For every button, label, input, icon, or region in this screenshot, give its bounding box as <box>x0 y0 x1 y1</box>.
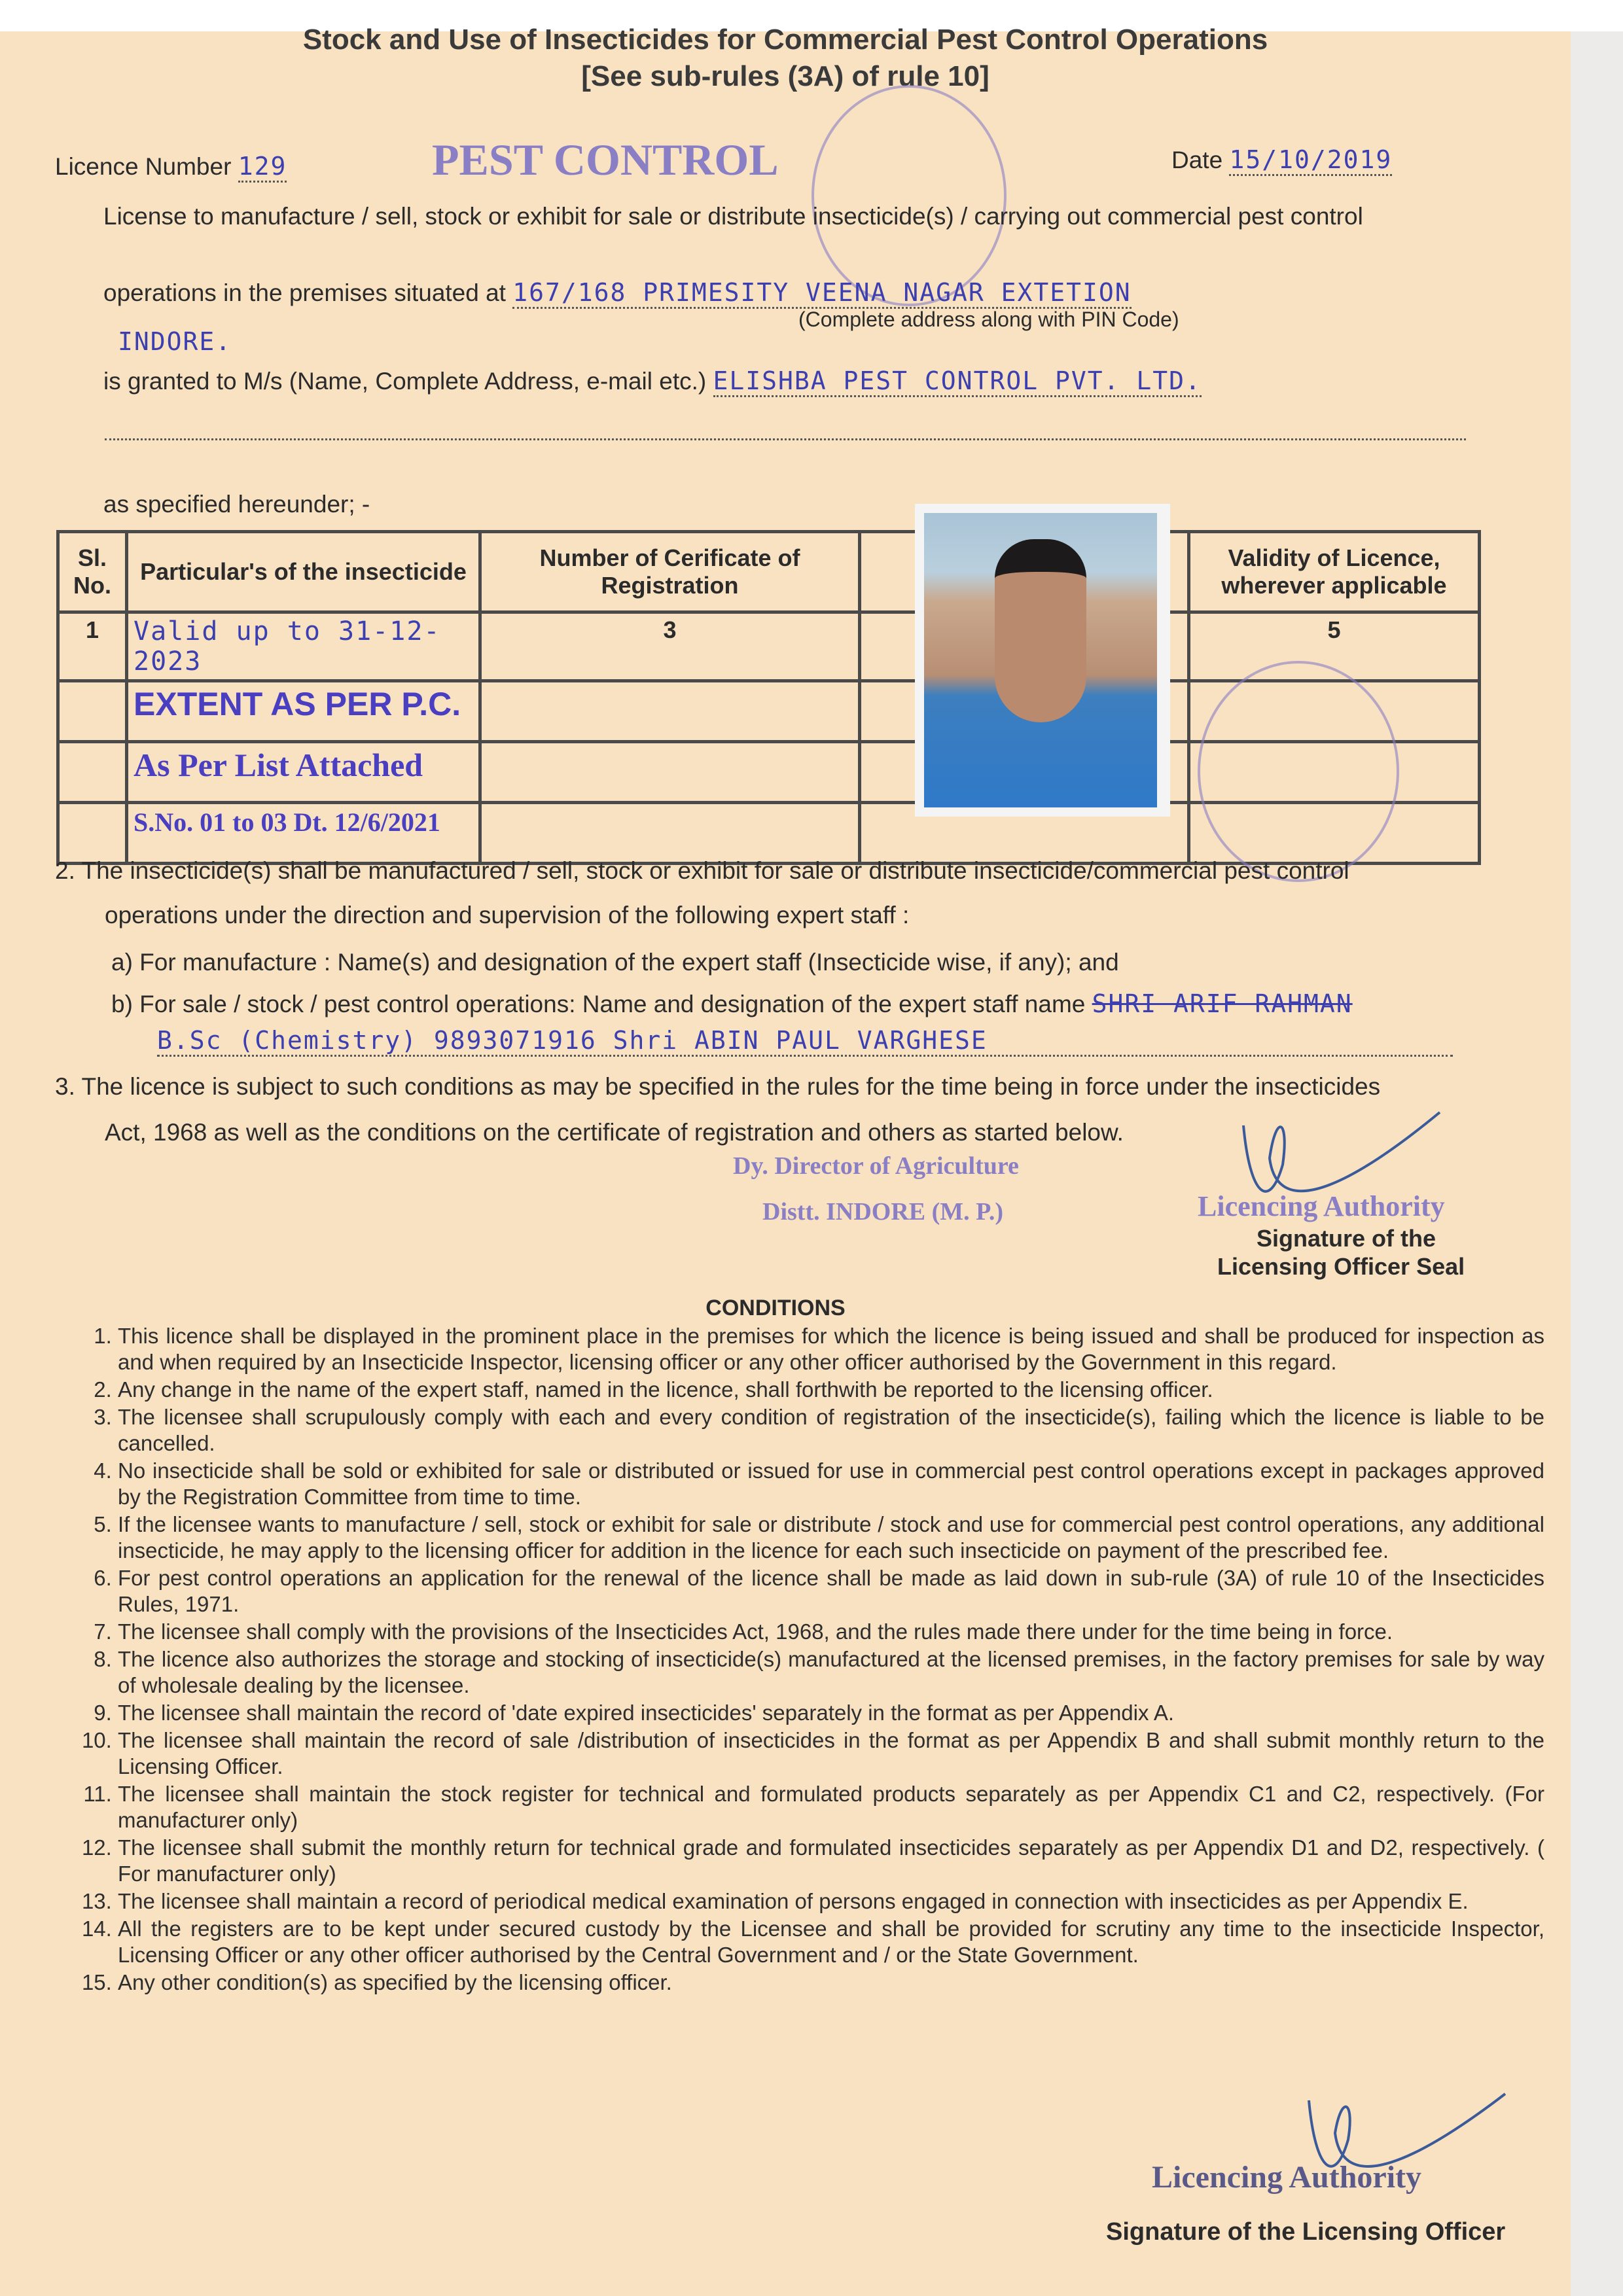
blank-line <box>105 438 1466 440</box>
licence-number-label: Licence Number <box>55 153 232 180</box>
document-title: Stock and Use of Insecticides for Commercial Pest Control Operations <box>302 24 1268 56</box>
col-number-5: 5 <box>1189 612 1480 681</box>
condition-item: 7. The licensee shall comply with the provisions of the Insecticides Act, 1968, and the rules made there under for the time being in force. <box>118 1619 1544 1645</box>
header-particulars: Particular's of the insecticide <box>127 532 480 612</box>
condition-item: 13. The licensee shall maintain a record of periodical medical examination of persons engaged in connection with insecticides as per Appendix E. <box>118 1888 1544 1915</box>
insecticide-table <box>56 530 1481 865</box>
header-certificate-number: Number of Cerificate of Registration <box>480 532 860 612</box>
clause-2a: a) For manufacture : Name(s) and designation of the expert staff (Insecticide wise, if any); and <box>111 949 1119 976</box>
condition-item: 9. The licensee shall maintain the record of 'date expired insecticides' separately in the format as per Appendix A. <box>118 1700 1544 1726</box>
premises-row <box>103 278 1132 307</box>
clause-2b: b) For sale / stock / pest control operations: Name and designation of the expert staff name SHRI ARIF RAHMAN <box>111 989 1353 1018</box>
condition-item: 8. The licence also authorizes the storage and stocking of insecticide(s) manufactured at the licensed premises, in the factory premises for sale by way of wholesale dealing by the licensee. <box>118 1646 1544 1699</box>
premises-label: operations in the premises situated at <box>103 279 506 306</box>
address-city: INDORE. <box>118 327 232 356</box>
granted-to: ELISHBA PEST CONTROL PVT. LTD. <box>713 366 1202 397</box>
col-number-1: 1 <box>58 612 127 681</box>
table-row <box>58 742 1480 803</box>
footer-signature-label: Signature of the Licensing Officer <box>1106 2218 1506 2246</box>
document-subtitle: [See sub-rules (3A) of rule 10] <box>581 60 990 92</box>
table-header-row <box>58 532 1480 612</box>
date-row <box>1171 145 1392 174</box>
licencing-authority-stamp: Licencing Authority <box>1198 1190 1445 1222</box>
stamp-serial-date: S.No. 01 to 03 Dt. 12/6/2021 <box>127 803 480 864</box>
header-sl-no: Sl. No. <box>58 532 127 612</box>
table-row <box>58 803 1480 864</box>
stamp-extent: EXTENT AS PER P.C. <box>127 681 480 742</box>
condition-item: 15. Any other condition(s) as specified by the licensing officer. <box>118 1969 1544 1996</box>
header-validity: Validity of Licence, wherever applicable <box>1189 532 1480 612</box>
condition-item: 1. This licence shall be displayed in the prominent place in the premises for which the licence is being issued and shall be produced for inspection as and when required by an Insecticide Inspector, licensing officer or any other officer authorised by the Government in this regard. <box>118 1323 1544 1375</box>
address-hint: (Complete address along with PIN Code) <box>798 308 1179 331</box>
condition-item: 3. The licensee shall scrupulously comply with each and every condition of registration of the insecticide(s), failing which the licence is liable to be cancelled. <box>118 1404 1544 1457</box>
scan-edge <box>1571 31 1623 2296</box>
licence-number-row <box>55 152 287 181</box>
condition-item: 10. The licensee shall maintain the record of sale /distribution of insecticides in the format as per Appendix B and shall submit monthly return to the Licensing Officer. <box>118 1727 1544 1780</box>
signature-label: Signature of the <box>1257 1225 1436 1252</box>
intro-line-1: License to manufacture / sell, stock or exhibit for sale or distribute insecticide(s) / carrying out commercial pest control <box>103 203 1363 230</box>
expert-staff-details: B.Sc (Chemistry) 9893071916 Shri ABIN PAUL VARGHESE <box>157 1026 1453 1057</box>
clause-3-cont: Act, 1968 as well as the conditions on the certificate of registration and others as started below. <box>105 1119 1124 1146</box>
signature-mark <box>1230 1099 1453 1217</box>
condition-item: 6. For pest control operations an application for the renewal of the licence shall be made as laid down in sub-rule (3A) of rule 10 of the Insecticides Rules, 1971. <box>118 1565 1544 1617</box>
col-number-3: 3 <box>480 612 860 681</box>
condition-item: 12. The licensee shall submit the monthly return for technical grade and formulated insecticides separately as per Appendix D1 and D2, respectively. ( For manufacturer only) <box>118 1835 1544 1887</box>
footer-authority-stamp: Licencing Authority <box>1152 2160 1422 2195</box>
date-label: Date <box>1171 147 1223 173</box>
licence-number: 129 <box>238 152 287 183</box>
condition-item: 2. Any change in the name of the expert staff, named in the licence, shall forthwith be reported to the licensing officer. <box>118 1377 1544 1403</box>
struck-expert-name: SHRI ARIF RAHMAN <box>1092 989 1353 1018</box>
condition-item: 11. The licensee shall maintain the stock register for technical and formulated products separately as per Appendix C1 and C2, respectively. (For manufacturer only) <box>118 1781 1544 1833</box>
granted-row <box>103 366 1202 395</box>
clause-2: 2. The insecticide(s) shall be manufactured / sell, stock or exhibit for sale or distribute insecticide/commercial pest control <box>55 857 1349 884</box>
clause-2-cont: operations under the direction and supervision of the following expert staff : <box>105 902 910 928</box>
handwritten-validity: Valid up to 31-12-2023 <box>127 612 480 681</box>
condition-item: 5. If the licensee wants to manufacture / sell, stock or exhibit for sale or distribute / stock and use for commercial pest control operations, any additional insecticide, he may apply to the licensing officer for addition in the licence for each such insecticide on payment of the prescribed fee. <box>118 1511 1544 1564</box>
pest-control-stamp: PEST CONTROL <box>432 135 779 185</box>
clause-3: 3. The licence is subject to such conditions as may be specified in the rules for the time being in force under the insecticides <box>55 1073 1381 1100</box>
granted-label: is granted to M/s (Name, Complete Address, e-mail etc.) <box>103 368 707 395</box>
as-specified: as specified hereunder; - <box>103 491 370 518</box>
conditions-heading: CONDITIONS <box>705 1296 846 1320</box>
condition-item: 4. No insecticide shall be sold or exhibited for sale or distributed or issued for use in commercial pest control operations except in packages approved by the Registration Committee from time to time. <box>118 1458 1544 1510</box>
condition-item: 14. All the registers are to be kept under secured custody by the Licensee and shall be provided for scrutiny any time to the insecticide Inspector, Licensing Officer or any other officer authorised by the Central Government and / or the State Government. <box>118 1916 1544 1968</box>
stamp-list-attached: As Per List Attached <box>127 742 480 803</box>
district-stamp: Distt. INDORE (M. P.) <box>762 1198 1004 1226</box>
director-stamp: Dy. Director of Agriculture <box>733 1152 1019 1180</box>
date-value: 15/10/2019 <box>1229 145 1392 176</box>
table-row <box>58 681 1480 742</box>
table-row <box>58 612 1480 681</box>
conditions-list <box>72 1323 1544 1997</box>
seal-label: Licensing Officer Seal <box>1217 1253 1465 1280</box>
premises-address: 167/168 PRIMESITY VEENA NAGAR EXTETION <box>512 278 1131 309</box>
passport-photo <box>915 504 1170 817</box>
